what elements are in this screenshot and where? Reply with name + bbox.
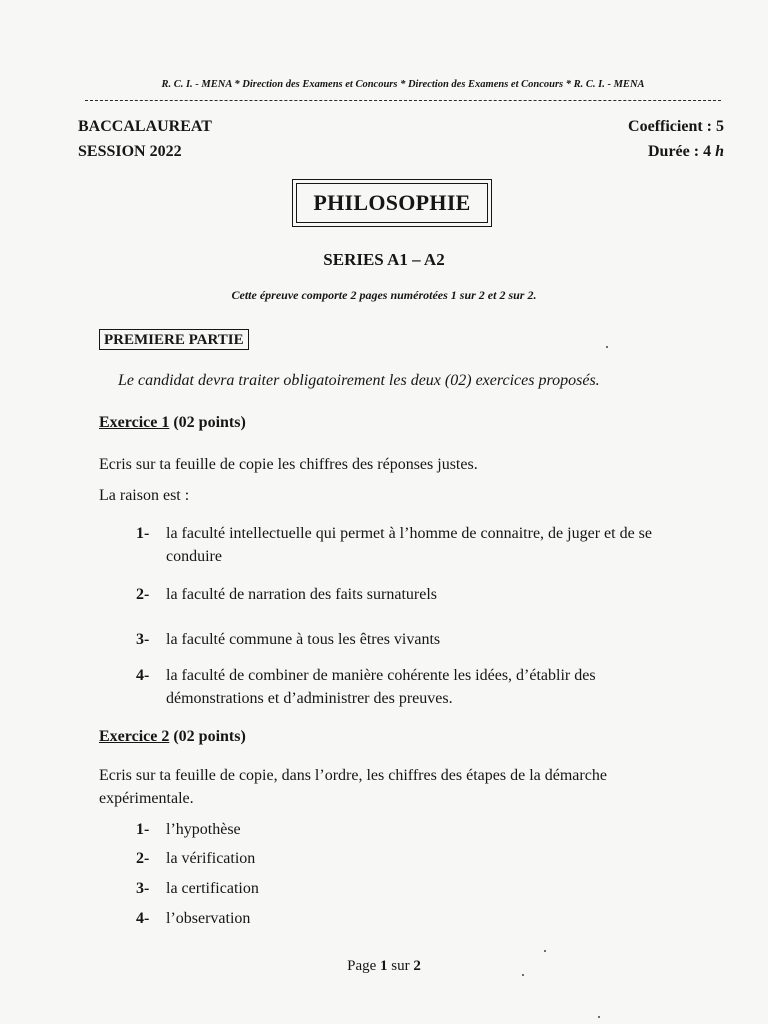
item-text: la vérification xyxy=(166,850,256,867)
exercise1-lead: La raison est : xyxy=(99,487,190,504)
exam-name: BACCALAUREAT xyxy=(78,118,212,135)
part-instruction: Le candidat devra traiter obligatoirement les deux (02) exercices proposés. xyxy=(118,372,600,389)
item-text: la certification xyxy=(166,880,259,897)
coefficient xyxy=(628,114,724,139)
footer-page-total: 2 xyxy=(413,958,421,974)
item-number: 4- xyxy=(136,910,150,927)
duration-value: 4 xyxy=(703,143,712,160)
exercise1-title xyxy=(99,414,246,432)
exercise1-name: Exercice 1 xyxy=(99,414,170,431)
coefficient-value: 5 xyxy=(716,118,724,135)
item-number: 2- xyxy=(136,850,150,867)
scan-speck xyxy=(522,974,524,976)
exercise2-name: Exercice 2 xyxy=(99,728,170,745)
page-footer xyxy=(0,958,768,975)
exam-session: SESSION 2022 xyxy=(78,143,182,160)
footer-page-number: 1 xyxy=(380,958,388,974)
item-number: 4- xyxy=(136,667,150,684)
item-text: la faculté de narration des faits surnaturels xyxy=(166,586,437,603)
item-text: l’hypothèse xyxy=(166,821,241,838)
item-text: la faculté commune à tous les êtres vivants xyxy=(166,631,441,648)
duration-label: Durée : xyxy=(648,143,704,160)
scan-speck xyxy=(598,1016,600,1018)
exercise2-prompt: Ecris sur ta feuille de copie, dans l’ordre, les chiffres des étapes de la démarche expérimentale. xyxy=(99,767,607,807)
exercise2-points: (02 points) xyxy=(169,728,246,745)
exercise2-title xyxy=(99,728,246,746)
subject-title: PHILOSOPHIE xyxy=(296,183,488,223)
header-divider xyxy=(85,100,721,101)
duration-unit: h xyxy=(715,143,724,160)
exercise2-item xyxy=(136,877,696,900)
subject-title-box xyxy=(292,179,492,227)
header-ministry-line: R. C. I. - MENA * Direction des Examens et Concours * Direction des Examens et Concours * R. C. I. - MENA xyxy=(161,79,645,90)
series-label: SERIES A1 – A2 xyxy=(323,250,445,269)
item-number: 3- xyxy=(136,631,150,648)
duration xyxy=(628,139,724,164)
exercise2-item xyxy=(136,847,696,870)
item-number: 1- xyxy=(136,525,150,542)
exercise1-prompt: Ecris sur ta feuille de copie les chiffres des réponses justes. xyxy=(99,456,478,473)
exercise1-item xyxy=(136,664,696,710)
scan-speck xyxy=(606,346,608,348)
footer-separator: sur xyxy=(387,958,414,974)
exercise1-item xyxy=(136,628,696,651)
exam-meta xyxy=(628,114,724,164)
coefficient-label: Coefficient : xyxy=(628,118,716,135)
item-text: l’observation xyxy=(166,910,251,927)
footer-page-label: Page xyxy=(347,958,381,974)
exercise1-item xyxy=(136,522,696,568)
part-heading: PREMIERE PARTIE xyxy=(99,329,249,350)
item-text: la faculté intellectuelle qui permet à l’homme de connaitre, de juger et de se conduire xyxy=(166,525,653,565)
pages-note: Cette épreuve comporte 2 pages numérotées 1 sur 2 et 2 sur 2. xyxy=(231,288,537,302)
item-text: la faculté de combiner de manière cohérente les idées, d’établir des démonstrations et d’administrer des preuves. xyxy=(166,667,596,707)
exercise1-points: (02 points) xyxy=(169,414,246,431)
exam-info xyxy=(78,114,212,164)
exercise2-item xyxy=(136,818,696,841)
item-number: 3- xyxy=(136,880,150,897)
item-number: 1- xyxy=(136,821,150,838)
item-number: 2- xyxy=(136,586,150,603)
exercise2-item xyxy=(136,907,696,930)
scan-speck xyxy=(544,950,546,952)
exercise1-item xyxy=(136,583,696,606)
